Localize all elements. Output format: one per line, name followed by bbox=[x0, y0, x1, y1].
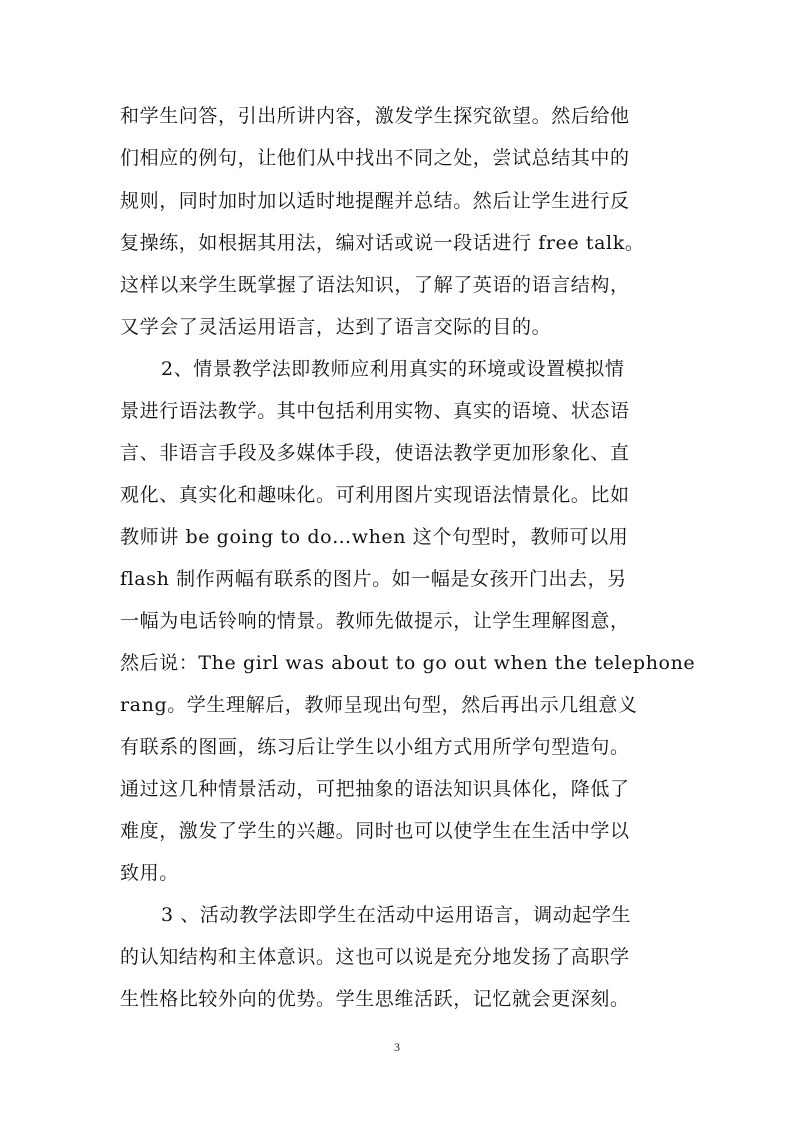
paragraph-start-line: 3 、活动教学法即学生在活动中运用语言，调动起学生 bbox=[161, 904, 632, 926]
text-line: 规则，同时加时加以适时地提醒并总结。然后让学生进行反 bbox=[120, 190, 630, 212]
text-line: 生性格比较外向的优势。学生思维活跃，记忆就会更深刻。 bbox=[120, 988, 630, 1010]
text-line: 又学会了灵活运用语言，达到了语言交际的目的。 bbox=[120, 316, 552, 338]
text-line: 们相应的例句，让他们从中找出不同之处，尝试总结其中的 bbox=[120, 147, 630, 169]
text-line: rang。学生理解后，教师呈现出句型，然后再出示几组意义 bbox=[120, 694, 638, 716]
text-line: 观化、真实化和趣味化。可利用图片实现语法情景化。比如 bbox=[120, 484, 630, 506]
text-line: 这样以来学生既掌握了语法知识，了解了英语的语言结构， bbox=[120, 274, 630, 296]
text-line: 然后说：The girl was about to go out when the telephone bbox=[120, 652, 696, 674]
text-line: 通过这几种情景活动，可把抽象的语法知识具体化，降低了 bbox=[120, 778, 630, 800]
text-line: 难度，激发了学生的兴趣。同时也可以使学生在生活中学以 bbox=[120, 820, 630, 842]
text-line: 教师讲 be going to do…when 这个句型时，教师可以用 bbox=[120, 526, 629, 548]
text-line: 景进行语法教学。其中包括利用实物、真实的语境、状态语 bbox=[120, 400, 630, 422]
page-number: 3 bbox=[394, 1040, 400, 1054]
text-line: 致用。 bbox=[120, 862, 179, 884]
text-line: 言、非语言手段及多媒体手段，使语法教学更加形象化、直 bbox=[120, 442, 630, 464]
paragraph-start-line: 2、情景教学法即教师应利用真实的环境或设置模拟情 bbox=[161, 358, 625, 380]
text-line: 复操练，如根据其用法，编对话或说一段话进行 free talk。 bbox=[120, 232, 645, 254]
text-line: 一幅为电话铃响的情景。教师先做提示，让学生理解图意， bbox=[120, 610, 630, 632]
text-line: 有联系的图画，练习后让学生以小组方式用所学句型造句。 bbox=[120, 736, 630, 758]
text-line: flash 制作两幅有联系的图片。如一幅是女孩开门出去，另 bbox=[120, 568, 627, 590]
text-line: 的认知结构和主体意识。这也可以说是充分地发扬了高职学 bbox=[120, 946, 630, 968]
text-line: 和学生问答，引出所讲内容，激发学生探究欲望。然后给他 bbox=[120, 105, 630, 127]
